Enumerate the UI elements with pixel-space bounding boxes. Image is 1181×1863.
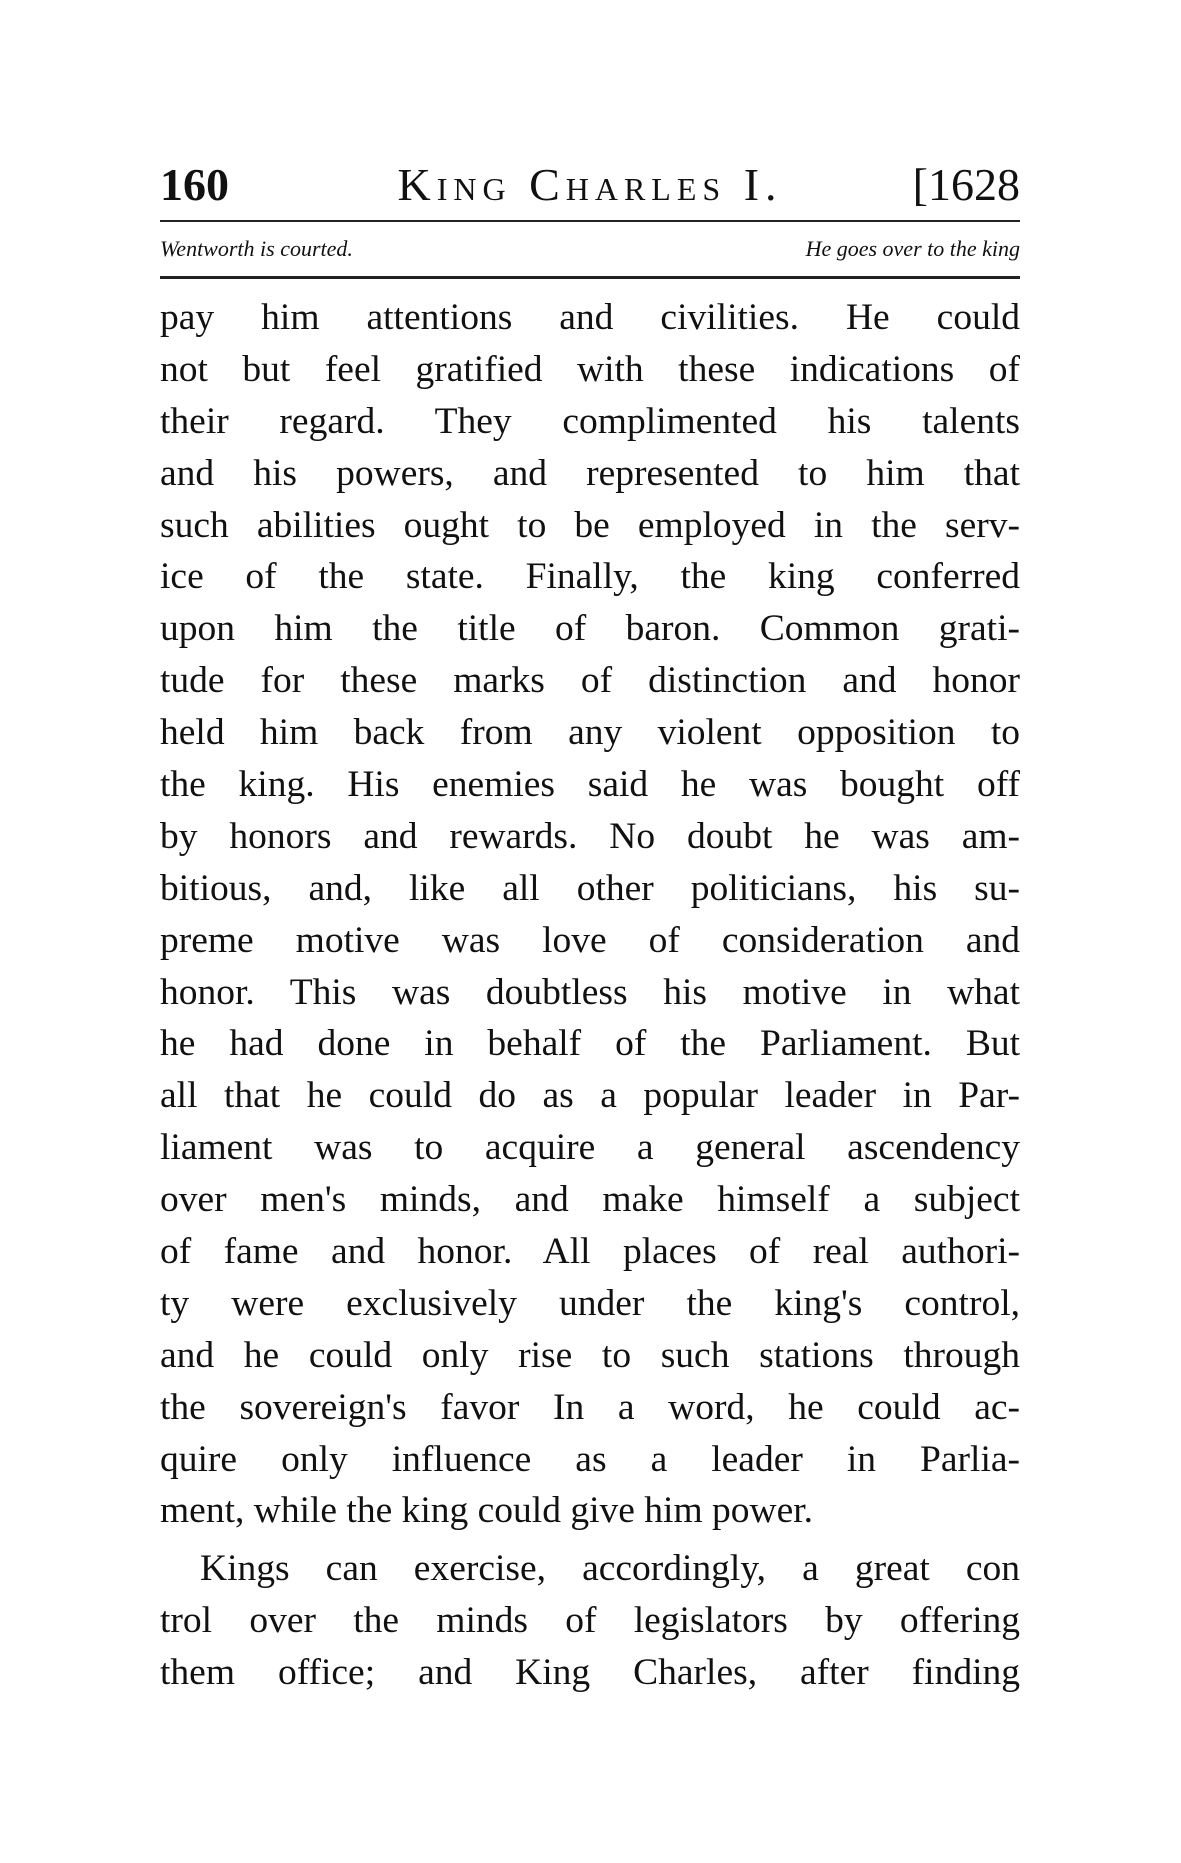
paragraph-1 xyxy=(160,292,1020,1537)
side-note-right: He goes over to the king xyxy=(805,236,1020,261)
text-line: Kings can exercise, accordingly, a great con xyxy=(200,1548,1020,1590)
text-line: liament was to acquire a general ascendency xyxy=(160,1127,1020,1169)
text-line: held him back from any violent opposition to xyxy=(160,712,1020,754)
text-line: preme motive was love of consideration and xyxy=(160,919,1020,961)
text-line: honor. This was doubtless his motive in what xyxy=(160,971,1020,1013)
text-line: of fame and honor. All places of real authori- xyxy=(160,1231,1020,1273)
text-line: he had done in behalf of the Parliament. But xyxy=(160,1023,1020,1065)
text-line: the king. His enemies said he was bought off xyxy=(160,764,1020,806)
page-number: 160 xyxy=(160,159,229,210)
text-line: them office; and King Charles, after finding xyxy=(160,1652,1020,1694)
text-line: their regard. They complimented his talents xyxy=(160,400,1020,442)
text-line: and he could only rise to such stations through xyxy=(160,1334,1020,1376)
text-line: tude for these marks of distinction and honor xyxy=(160,660,1020,702)
text-line: the sovereign's favor In a word, he could ac- xyxy=(160,1386,1020,1428)
header-rule-top xyxy=(160,220,1020,222)
page-header xyxy=(160,155,1020,215)
header-rule-bottom xyxy=(160,276,1020,279)
text-line: trol over the minds of legislators by offering xyxy=(160,1600,1020,1642)
paragraph-2 xyxy=(160,1543,1020,1699)
header-year: [1628 xyxy=(912,159,1020,210)
text-line: and his powers, and represented to him that xyxy=(160,452,1020,494)
body-text xyxy=(160,292,1020,1699)
side-note-left: Wentworth is courted. xyxy=(160,236,353,261)
text-line: such abilities ought to be employed in the serv- xyxy=(160,504,1020,546)
text-line: quire only influence as a leader in Parlia- xyxy=(160,1438,1020,1480)
text-line: upon him the title of baron. Common grati- xyxy=(160,608,1020,650)
running-title: King Charles I. xyxy=(397,159,783,210)
text-line: by honors and rewards. No doubt he was am- xyxy=(160,815,1020,857)
text-line: all that he could do as a popular leader in Par- xyxy=(160,1075,1020,1117)
text-line: not but feel gratified with these indications of xyxy=(160,348,1020,390)
text-line: bitious, and, like all other politicians, his su- xyxy=(160,867,1020,909)
text-line: ice of the state. Finally, the king conferred xyxy=(160,556,1020,598)
text-line: over men's minds, and make himself a subject xyxy=(160,1179,1020,1221)
marginal-notes xyxy=(160,226,1020,272)
text-line: ty were exclusively under the king's control, xyxy=(160,1282,1020,1324)
text-line: ment, while the king could give him power. xyxy=(160,1490,814,1532)
text-line: pay him attentions and civilities. He could xyxy=(160,297,1020,338)
